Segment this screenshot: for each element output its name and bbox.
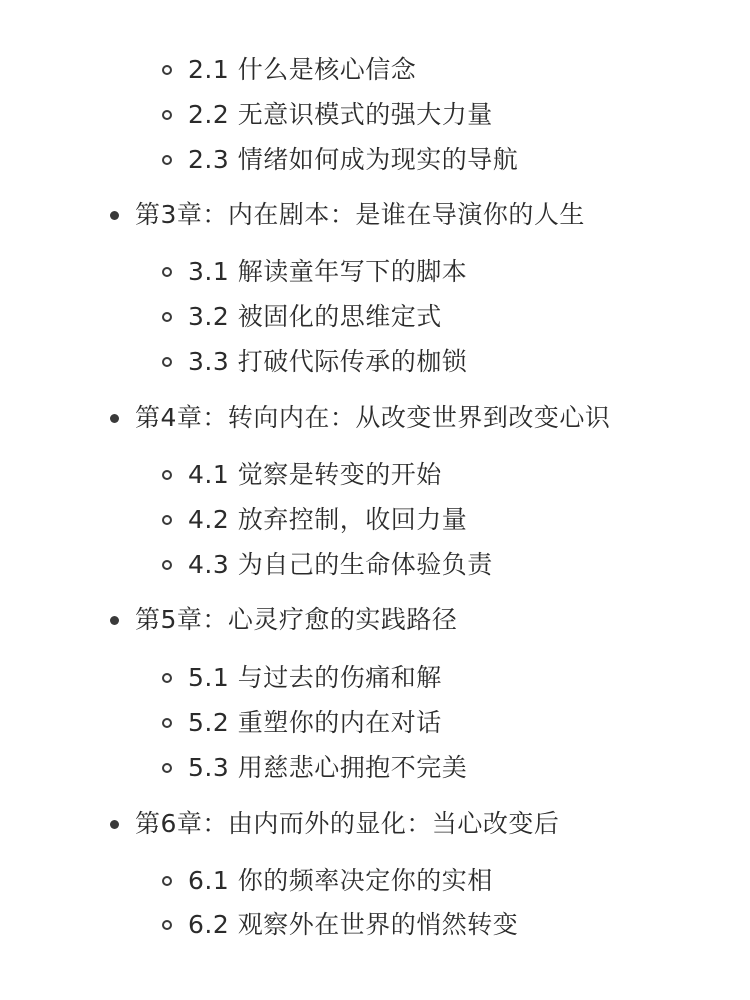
- hollow-bullet-icon: [162, 673, 172, 683]
- section-label: 2.2 无意识模式的强大力量: [188, 100, 493, 129]
- hollow-bullet-icon: [162, 718, 172, 728]
- section-label: 2.1 什么是核心信念: [188, 55, 417, 84]
- toc-section-5-1: [162, 658, 442, 698]
- toc-section-4-2: [162, 500, 467, 540]
- chapter-label: 第6章：由内而外的显化：当心改变后: [135, 809, 560, 838]
- section-label: 6.2 观察外在世界的悄然转变: [188, 910, 519, 939]
- hollow-bullet-icon: [162, 920, 172, 930]
- chapter-label: 第5章：心灵疗愈的实践路径: [135, 605, 458, 634]
- hollow-bullet-icon: [162, 876, 172, 886]
- section-label: 2.3 情绪如何成为现实的导航: [188, 145, 519, 174]
- hollow-bullet-icon: [162, 155, 172, 165]
- solid-bullet-icon: [110, 616, 119, 625]
- hollow-bullet-icon: [162, 110, 172, 120]
- toc-section-3-3: [162, 342, 467, 382]
- toc-section-4-1: [162, 455, 442, 495]
- solid-bullet-icon: [110, 211, 119, 220]
- section-label: 3.2 被固化的思维定式: [188, 302, 442, 331]
- toc-section-5-2: [162, 703, 442, 743]
- hollow-bullet-icon: [162, 763, 172, 773]
- hollow-bullet-icon: [162, 357, 172, 367]
- hollow-bullet-icon: [162, 65, 172, 75]
- solid-bullet-icon: [110, 820, 119, 829]
- toc-section-4-3: [162, 545, 493, 585]
- toc-section-6-2: [162, 905, 518, 945]
- section-label: 4.2 放弃控制，收回力量: [188, 505, 468, 534]
- hollow-bullet-icon: [162, 267, 172, 277]
- toc-section-6-1: [162, 861, 493, 901]
- toc-section-5-3: [162, 748, 467, 788]
- section-label: 4.3 为自己的生命体验负责: [188, 550, 493, 579]
- section-label: 3.3 打破代际传承的枷锁: [188, 347, 468, 376]
- toc-section-3-2: [162, 297, 442, 337]
- section-label: 3.1 解读童年写下的脚本: [188, 257, 468, 286]
- toc-section-2-2: [162, 95, 493, 135]
- hollow-bullet-icon: [162, 515, 172, 525]
- section-label: 4.1 觉察是转变的开始: [188, 460, 442, 489]
- hollow-bullet-icon: [162, 470, 172, 480]
- toc-section-3-1: [162, 252, 467, 292]
- section-label: 5.3 用慈悲心拥抱不完美: [188, 753, 468, 782]
- toc-section-2-1: [162, 50, 416, 90]
- toc-chapter-6: [110, 804, 559, 844]
- section-label: 5.1 与过去的伤痛和解: [188, 663, 442, 692]
- hollow-bullet-icon: [162, 312, 172, 322]
- toc-chapter-4: [110, 398, 610, 438]
- toc-chapter-3: [110, 195, 585, 235]
- chapter-label: 第4章：转向内在：从改变世界到改变心识: [135, 403, 611, 432]
- solid-bullet-icon: [110, 414, 119, 423]
- chapter-label: 第3章：内在剧本：是谁在导演你的人生: [135, 200, 585, 229]
- toc-section-2-3: [162, 140, 518, 180]
- toc-chapter-5: [110, 600, 457, 640]
- section-label: 5.2 重塑你的内在对话: [188, 708, 442, 737]
- hollow-bullet-icon: [162, 560, 172, 570]
- section-label: 6.1 你的频率决定你的实相: [188, 866, 493, 895]
